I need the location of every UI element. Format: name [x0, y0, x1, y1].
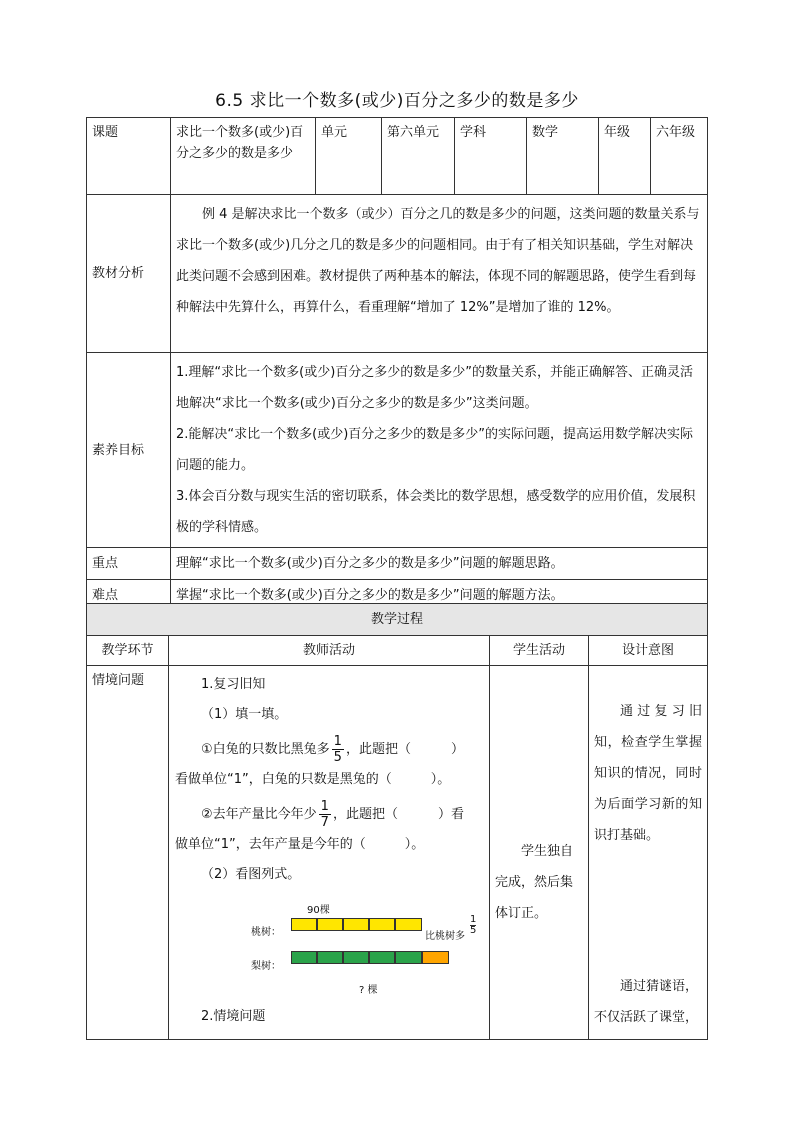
intent-1-text: 通过复习旧知，检查学生掌握知识的情况，同时为后面学习新的知识打基础。	[594, 704, 703, 843]
subject-value: 数学	[527, 118, 599, 195]
situation-heading: 2.情境问题	[201, 1009, 266, 1024]
pear-extra-segment	[422, 951, 449, 964]
stage-cell: 情境问题	[87, 666, 169, 1040]
student-activity-cell	[490, 666, 589, 1040]
col-student-header: 学生活动	[490, 636, 589, 666]
pear-segment	[343, 951, 369, 964]
question-2-line2: 做单位“1”，去年产量是今年的（ ）。	[175, 837, 425, 852]
pear-segment	[369, 951, 395, 964]
col-intent-header: 设计意图	[589, 636, 708, 666]
top-count-label: 90棵	[307, 905, 330, 916]
peach-tree-label: 桃树：	[251, 927, 281, 938]
pear-tree-label: 梨树：	[251, 961, 281, 972]
fraction-one-fifth: $\frac{1}{5}$	[333, 734, 342, 765]
key-text: 理解“求比一个数多(或少)百分之多少的数是多少”问题的解题思路。	[171, 548, 708, 580]
peach-segment	[369, 918, 395, 931]
lesson-info-table	[86, 117, 708, 612]
pear-segment	[395, 951, 422, 964]
goal-1: 1.理解“求比一个数多(或少)百分之多少的数是多少”的数量关系，并能正确解答、正确灵活地解决“求比一个数多(或少)百分之多少的数是多少”这类问题。	[176, 365, 694, 411]
question-1-text: ①白兔的只数比黑兔多	[201, 742, 330, 757]
review-heading: 1.复习旧知	[201, 677, 266, 692]
pear-segment	[291, 951, 317, 964]
question-2-line	[175, 799, 484, 830]
peach-segment	[395, 918, 422, 931]
peach-segment	[291, 918, 317, 931]
page-title: 6.5 求比一个数多(或少)百分之多少的数是多少	[215, 91, 579, 111]
analysis-text: 例 4 是解决求比一个数多（或少）百分之几的数是多少的问题，这类问题的数量关系与求比一个数多(或少)几分之几的数是多少的问题相同。由于有了相关知识基础，学生对解决此类问题不会感到困难。教材提供了两种基本的解法，体现不同的解题思路，使学生看到每种解法中先算什么，再算什么，看重理解“增加了 12%”是增加了谁的 12%。	[171, 195, 708, 353]
difficult-text: 掌握“求比一个数多(或少)百分之多少的数是多少”问题的解题方法。	[171, 580, 708, 612]
grade-value: 六年级	[651, 118, 708, 195]
col-teacher-header: 教师活动	[169, 636, 490, 666]
bottom-count-label: ? 棵	[359, 985, 378, 996]
unit-label: 单元	[316, 118, 382, 195]
question-2-text: ②去年产量比今年少	[201, 807, 317, 822]
note-fraction: 1 5	[470, 914, 477, 936]
question-1-line2: 看做单位“1”，白兔的只数是黑兔的（ ）。	[175, 772, 451, 787]
question-2-end: ）看	[437, 807, 464, 822]
fraction-one-seventh: $\frac{1}{7}$	[320, 799, 329, 830]
goal-2: 2.能解决“求比一个数多(或少)百分之多少的数是多少”的实际问题，提高运用数学解决实际问题的能力。	[176, 427, 694, 473]
course-value: 求比一个数多(或少)百分之多少的数是多少	[171, 118, 316, 195]
goals-cell	[171, 353, 708, 548]
goal-3: 3.体会百分数与现实生活的密切联系，体会类比的数学思想，感受数学的应用价值，发展积极的学科情感。	[176, 489, 696, 535]
subject-label: 学科	[455, 118, 527, 195]
key-label: 重点	[87, 548, 171, 580]
analysis-label: 教材分析	[87, 195, 171, 353]
peach-segment	[343, 918, 369, 931]
col-stage-header: 教学环节	[87, 636, 169, 666]
question-1-mid: ，此题把（	[345, 742, 411, 757]
teaching-process-table	[86, 603, 708, 1040]
unit-value: 第六单元	[382, 118, 455, 195]
question-1-line	[175, 734, 484, 765]
student-activity-text: 学生独自完成，然后集体订正。	[495, 844, 574, 921]
pear-segment	[317, 951, 343, 964]
question-1-end: ）	[450, 742, 464, 757]
peach-segment	[317, 918, 343, 931]
fill-heading: （1）填一填。	[201, 707, 288, 722]
goals-label: 素养目标	[87, 353, 171, 548]
grade-label: 年级	[599, 118, 651, 195]
intent-2-text: 通过猜谜语，不仅活跃了课堂，	[594, 979, 699, 1025]
course-label: 课题	[87, 118, 171, 195]
question-2-mid: ，此题把（	[332, 807, 398, 822]
tree-bar-diagram	[251, 896, 491, 996]
note-label: 比桃树多	[425, 931, 465, 942]
diagram-heading: （2）看图列式。	[201, 867, 301, 882]
difficult-label: 难点	[87, 580, 171, 612]
teacher-activity-cell	[169, 666, 490, 1040]
process-header: 教学过程	[87, 604, 708, 636]
design-intent-cell	[589, 666, 708, 1040]
